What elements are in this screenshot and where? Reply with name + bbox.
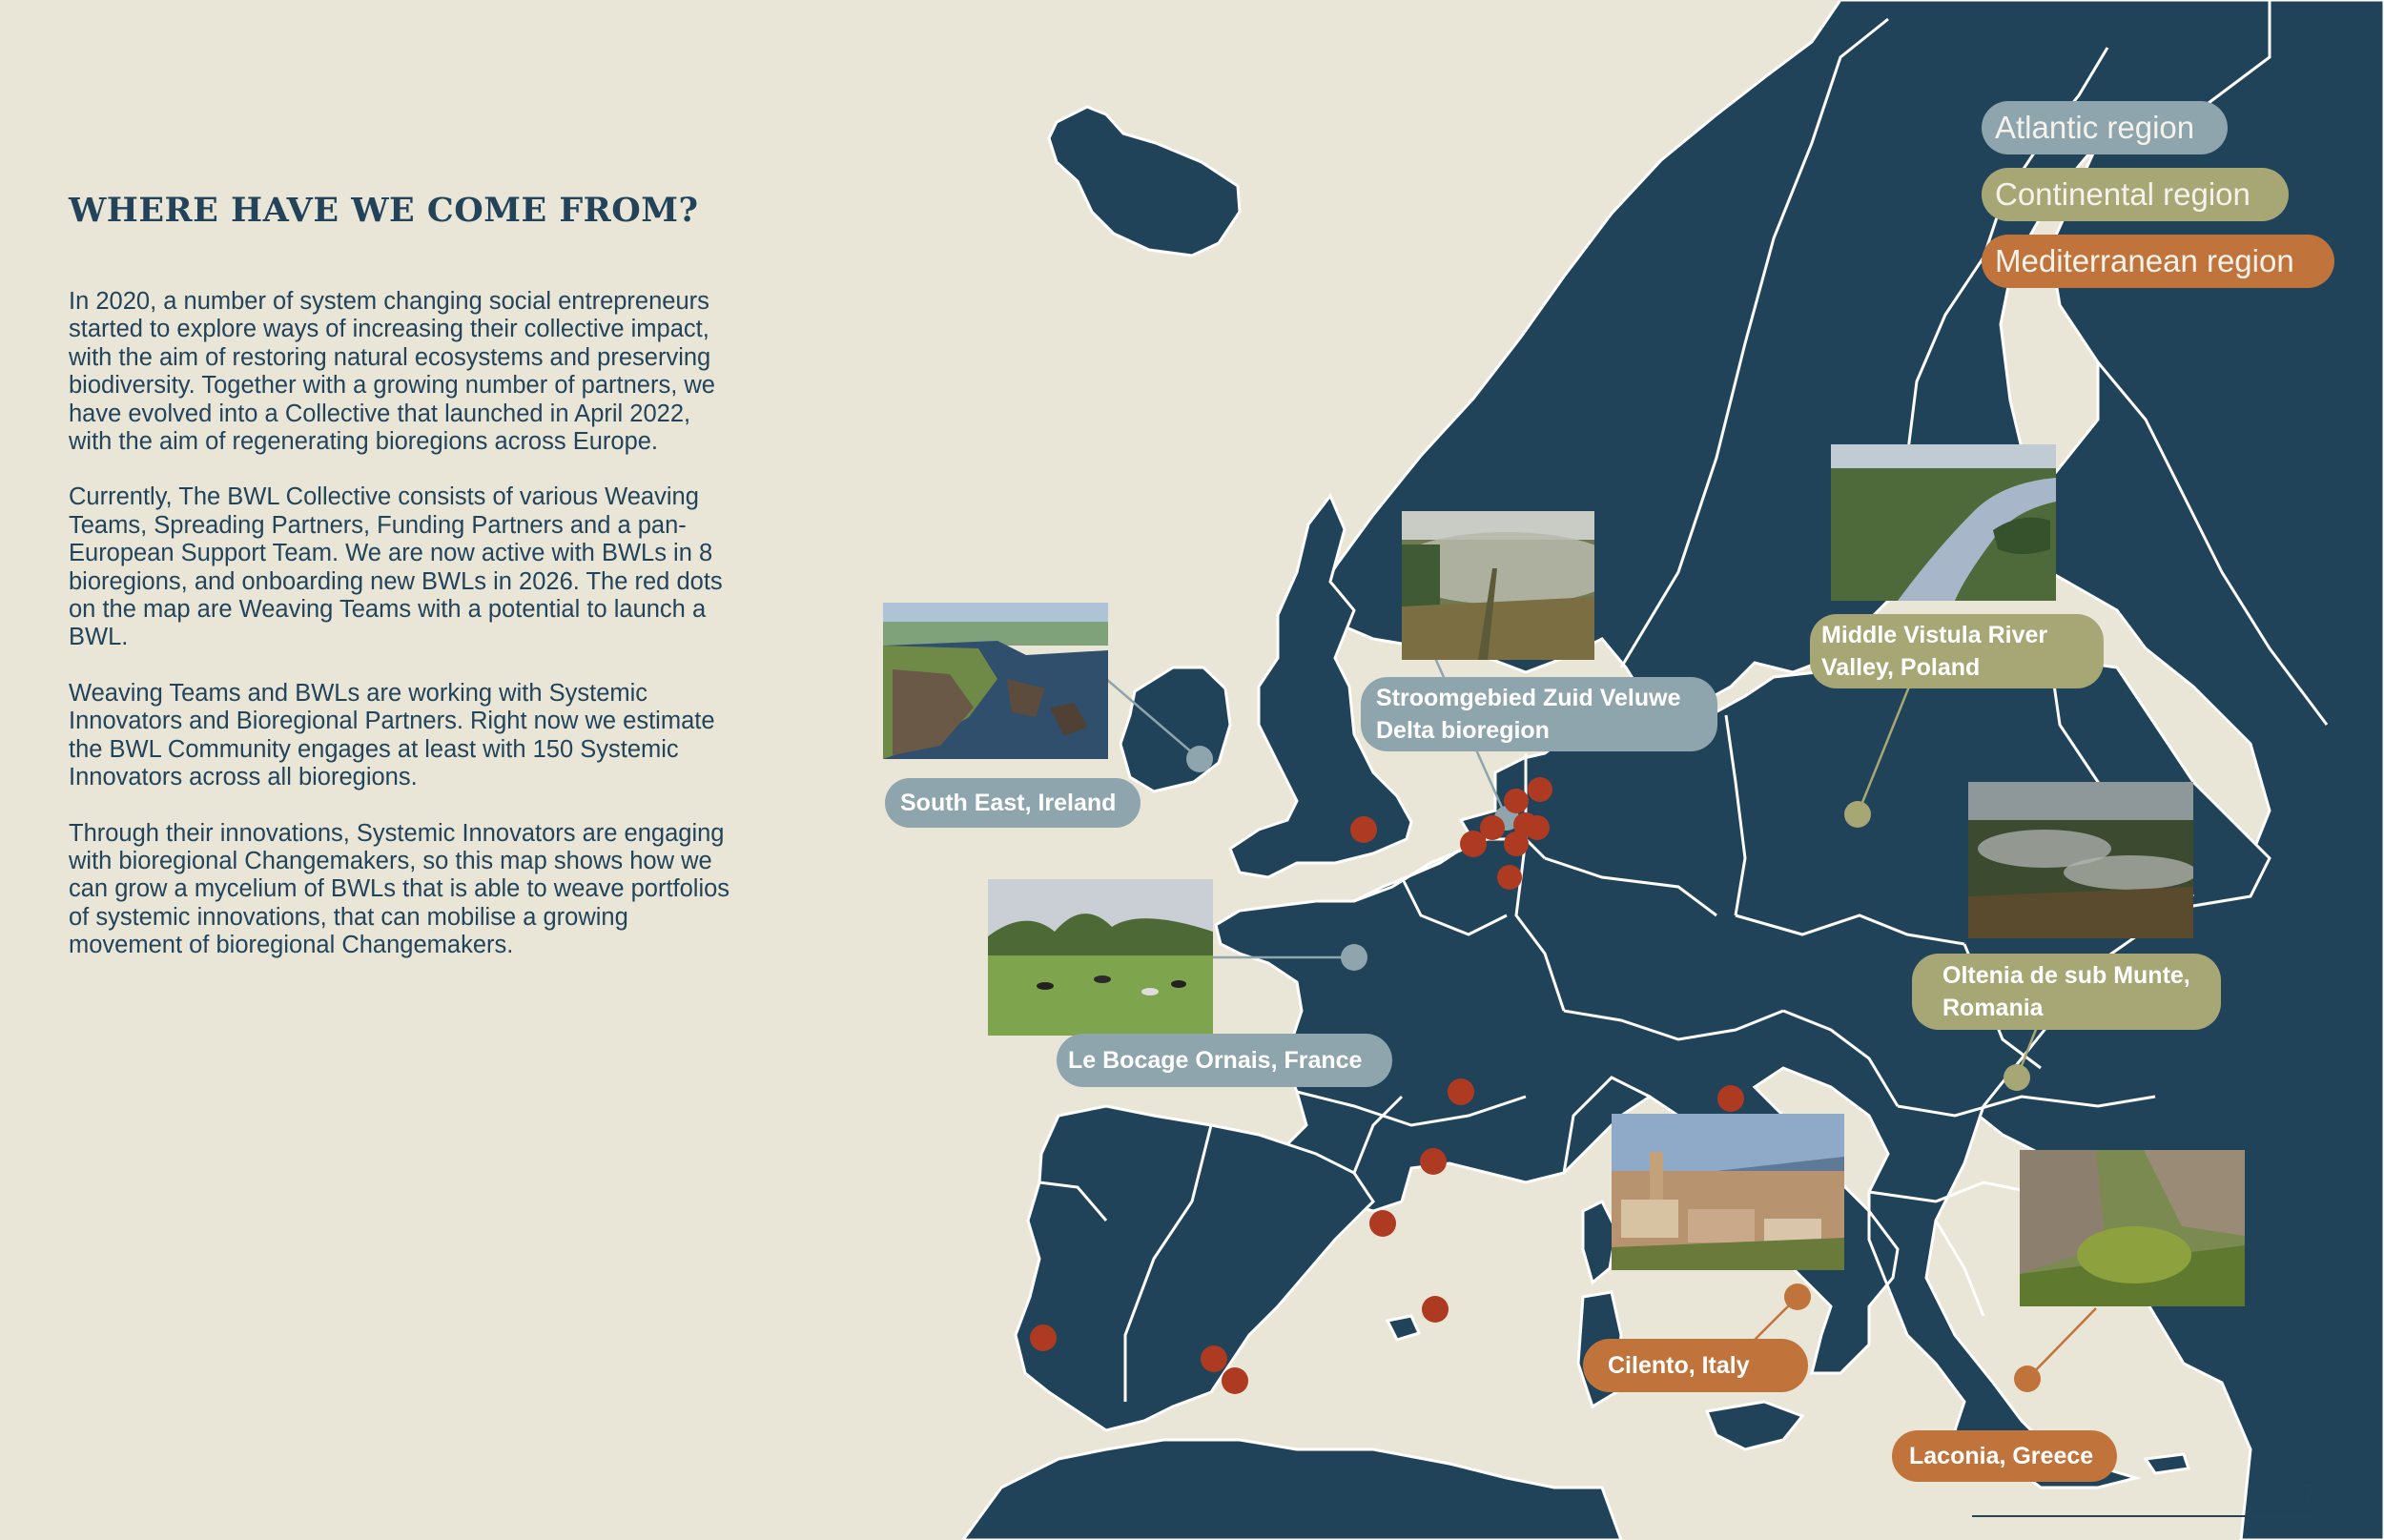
label-le-bocage-ornais: Le Bocage Ornais, France bbox=[1057, 1034, 1392, 1087]
weaving-team-dot bbox=[1350, 816, 1377, 843]
weaving-team-dot bbox=[1497, 865, 1522, 890]
iceland bbox=[1049, 107, 1240, 256]
weaving-team-dot bbox=[1369, 1210, 1396, 1237]
paragraph: Weaving Teams and BWLs are working with Systemic Innovators and Bioregional Partners. Right now we estimate the BWL Community engages at least with 150 Systemic Innovators across all bioregions. bbox=[69, 679, 715, 791]
legend-mediterranean: Mediterranean region bbox=[1982, 235, 2334, 288]
paragraph: Currently, The BWL Collective consists of various Weaving Teams, Spreading Partners, Funding Partners and a pan-European Support Team. We are now active with BWLs in 8 bioregions, and onboarding new BWLs in 2026. The red dots on the map are Weaving Teams with a potential to launch a BWL. bbox=[69, 483, 723, 651]
marker-ireland bbox=[1186, 746, 1213, 772]
marker-bocage bbox=[1341, 944, 1367, 971]
photo-le-bocage-ornais bbox=[988, 879, 1213, 1036]
weaving-team-dot bbox=[1717, 1085, 1744, 1112]
label-middle-vistula-river: Middle Vistula River Valley, Poland bbox=[1810, 614, 2104, 688]
weaving-team-dot bbox=[1448, 1078, 1474, 1105]
mallorca bbox=[1387, 1316, 1419, 1340]
label-cilento: Cilento, Italy bbox=[1583, 1339, 1808, 1392]
photo-south-east-ireland bbox=[883, 603, 1108, 759]
photo-oltenia-de-sub-munte bbox=[1968, 782, 2193, 938]
weaving-team-dot bbox=[1420, 1148, 1447, 1175]
weaving-team-dot bbox=[1201, 1345, 1227, 1372]
weaving-team-dot bbox=[1422, 1296, 1449, 1323]
photo-cilento bbox=[1612, 1114, 1844, 1270]
north-africa bbox=[963, 1440, 1621, 1540]
weaving-team-dot bbox=[1030, 1324, 1057, 1351]
page-title: WHERE HAVE WE COME FROM? bbox=[69, 191, 699, 230]
marker-cilento bbox=[1784, 1283, 1811, 1310]
cyprus bbox=[2146, 1454, 2189, 1473]
weaving-team-dot bbox=[1480, 815, 1505, 840]
label-laconia: Laconia, Greece bbox=[1892, 1430, 2117, 1482]
sicily bbox=[1707, 1402, 1802, 1449]
weaving-team-dot bbox=[1222, 1367, 1248, 1394]
label-oltenia-de-sub-munte: Oltenia de sub Munte, Romania bbox=[1912, 954, 2221, 1030]
photo-laconia bbox=[2020, 1150, 2245, 1306]
footer-rule bbox=[1972, 1515, 2315, 1517]
marker-vistula bbox=[1844, 801, 1871, 828]
paragraph: In 2020, a number of system changing social entrepreneurs started to explore ways of increasing their collective impact, with the aim of restoring natural ecosystems and preserving biodiversity. Together with a growing number of partners, we have evolved into a Collective that launched in April 2022, with the aim of regenerating bioregions across Europe. bbox=[69, 288, 715, 456]
weaving-team-dot bbox=[1525, 815, 1550, 840]
page-number: 7 bbox=[2302, 1478, 2316, 1507]
weaving-team-dot bbox=[1504, 832, 1529, 856]
legend-continental: Continental region bbox=[1982, 168, 2289, 221]
label-stroomgebied-zuid-veluwe: Stroomgebied Zuid Veluwe Delta bioregion bbox=[1361, 677, 1717, 751]
europe-landmass bbox=[963, 0, 2384, 1540]
ireland bbox=[1120, 667, 1230, 791]
marker-laconia bbox=[2014, 1365, 2041, 1392]
weaving-team-dot bbox=[1528, 777, 1552, 802]
photo-middle-vistula-river bbox=[1831, 444, 2056, 601]
body-text bbox=[69, 288, 736, 988]
photo-stroomgebied-zuid-veluwe bbox=[1402, 511, 1594, 660]
paragraph: Through their innovations, Systemic Innovators are engaging with bioregional Changemakers, so this map shows how we can grow a mycelium of BWLs that is able to weave portfolios of systemic innovations, that can mobilise a growing movement of bioregional Changemakers. bbox=[69, 819, 730, 959]
iberia bbox=[1016, 1106, 1373, 1430]
marker-oltenia bbox=[2004, 1064, 2030, 1091]
label-south-east-ireland: South East, Ireland bbox=[885, 778, 1141, 828]
weaving-team-dot bbox=[1504, 789, 1529, 813]
legend-atlantic: Atlantic region bbox=[1982, 101, 2228, 154]
leader-laconia bbox=[2027, 1308, 2096, 1379]
